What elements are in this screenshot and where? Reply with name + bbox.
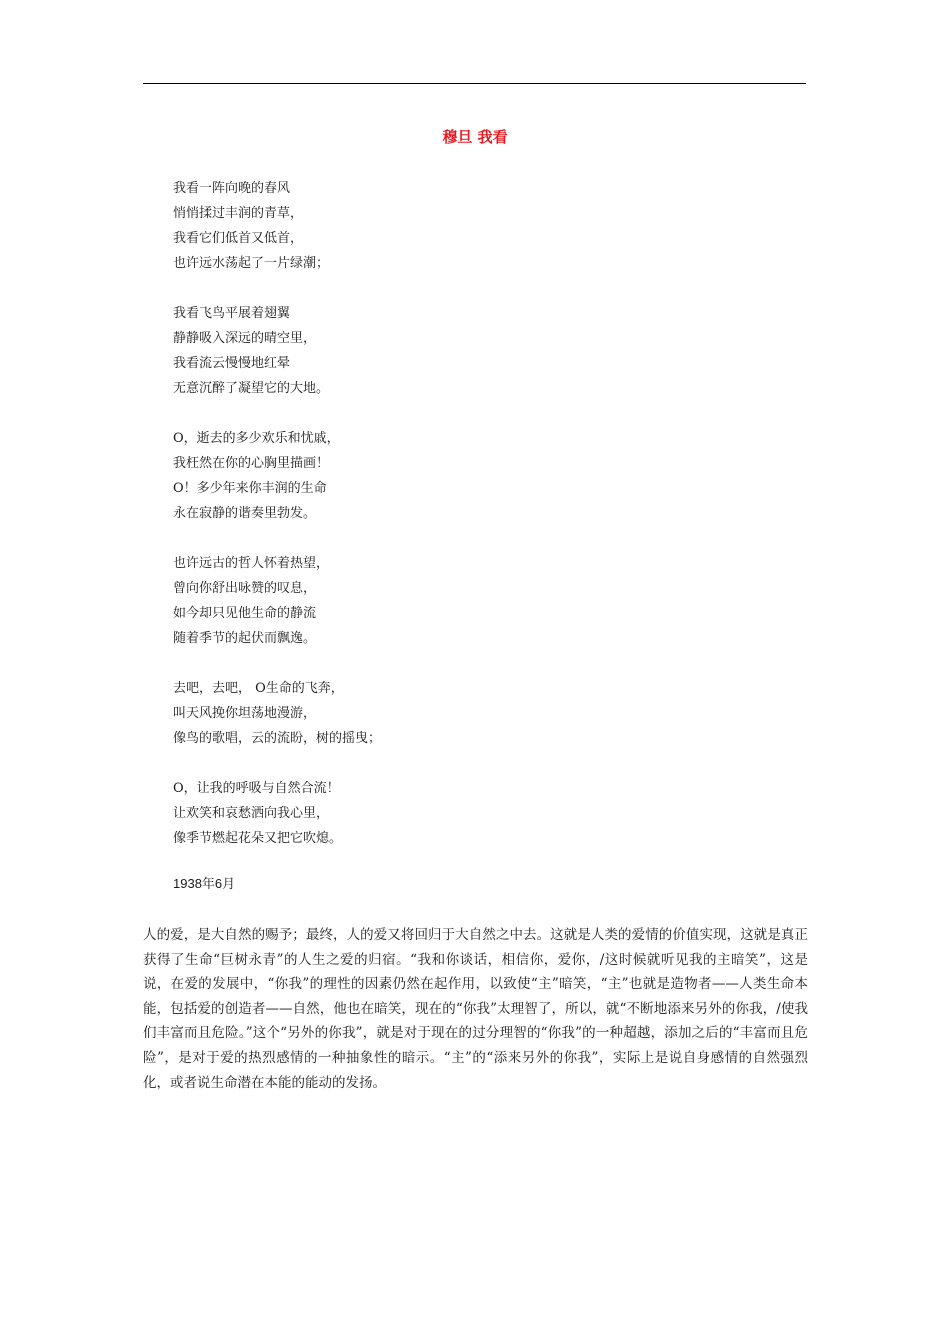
poem-line: 我枉然在你的心胸里描画！ <box>173 456 330 471</box>
poem-line: 我看飞鸟平展着翅翼 <box>173 306 291 321</box>
poem-line: O，逝去的多少欢乐和忧戚， <box>173 431 340 446</box>
poem-line: 我看它们低首又低首， <box>173 231 304 246</box>
poem-line: O，让我的呼吸与自然合流！ <box>173 781 340 796</box>
poem-line: 也许远水荡起了一片绿潮； <box>173 256 330 271</box>
poem-title: 穆旦 我看 <box>442 128 508 146</box>
poem-line: 无意沉醉了凝望它的大地。 <box>173 381 330 396</box>
poem-line: 让欢笑和哀愁洒向我心里， <box>173 806 330 821</box>
poem-line: 静静吸入深远的晴空里， <box>173 331 317 346</box>
poem-line: O！多少年来你丰润的生命 <box>173 481 327 496</box>
poem-body <box>173 176 733 876</box>
poem-line: 像鸟的歌唱，云的流盼，树的摇曳； <box>173 731 382 746</box>
stanza <box>173 551 733 651</box>
header-rule <box>143 83 806 84</box>
poem-date: 1938年6月 <box>173 876 236 891</box>
poem-line: 永在寂静的谐奏里勃发。 <box>173 506 317 521</box>
stanza <box>173 301 733 401</box>
poem-line: 去吧，去吧， O生命的飞奔， <box>173 681 344 696</box>
poem-line: 叫天风挽你坦荡地漫游， <box>173 706 317 721</box>
poem-line: 像季节燃起花朵又把它吹熄。 <box>173 831 343 846</box>
poem-line: 悄悄揉过丰润的青草， <box>173 206 304 221</box>
stanza <box>173 776 733 851</box>
poem-line: 曾向你舒出咏赞的叹息， <box>173 581 317 596</box>
poem-line: 随着季节的起伏而飘逸。 <box>173 631 317 646</box>
commentary-paragraph: 人的爱，是大自然的赐予；最终，人的爱又将回归于大自然之中去。这就是人类的爱情的价值实现，这就是真正获得了生命“巨树永青”的人生之爱的归宿。“我和你谈话，相信你，爱你，/这时候就听见我的主暗笑”，这是说，在爱的发展中，“你我”的理性的因素仍然在起作用，以致使“主”暗笑，“主”也就是造物者——人类生命本能，包括爱的创造者——自然，他也在暗笑，现在的“你我”太理智了，所以，就“不断地添来另外的你我，/使我们丰富而且危险。”这个“另外的你我”，就是对于现在的过分理智的“你我”的一种超越，添加之后的“丰富而且危险”，是对于爱的热烈感情的一种抽象性的暗示。“主”的“添来另外的你我”，实际上是说自身感情的自然强烈化，或者说生命潜在本能的能动的发扬。 <box>143 927 808 1091</box>
poem-line: 也许远古的哲人怀着热望， <box>173 556 330 571</box>
stanza <box>173 676 733 751</box>
poem-line: 我看一阵向晚的春风 <box>173 181 291 196</box>
stanza <box>173 426 733 526</box>
stanza <box>173 176 733 276</box>
poem-line: 如今却只见他生命的静流 <box>173 606 317 621</box>
poem-line: 我看流云慢慢地红晕 <box>173 356 291 371</box>
